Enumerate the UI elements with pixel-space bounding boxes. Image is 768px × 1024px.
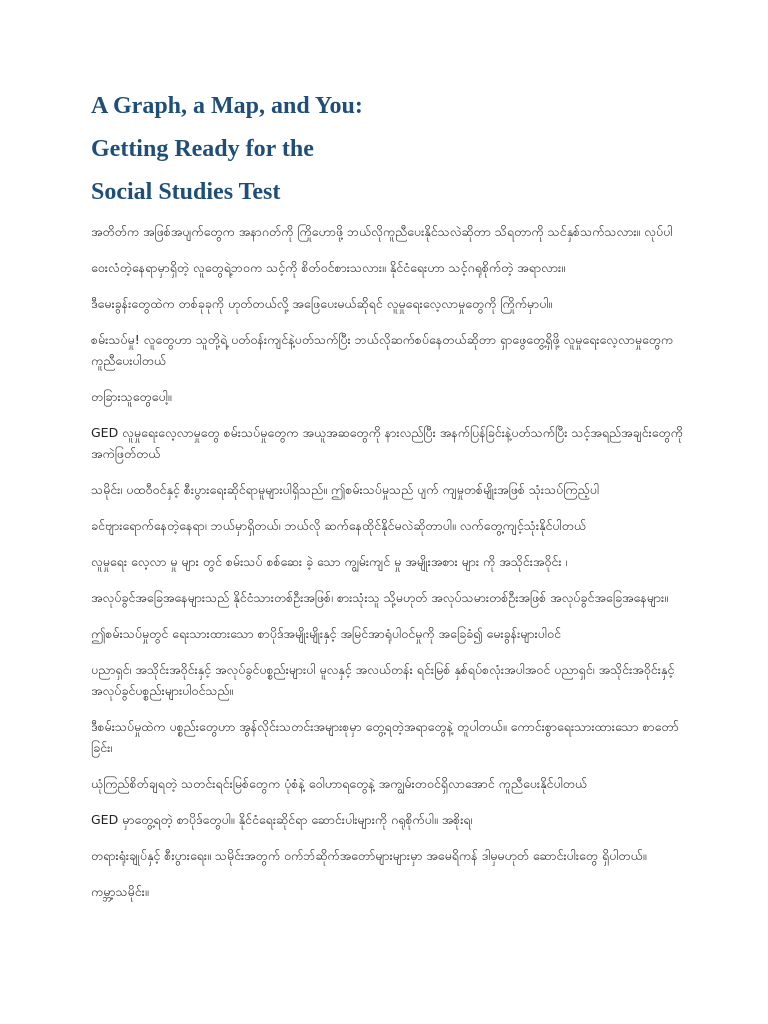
paragraph-7: သမိုင်း၊ ပထဝီဝင်နှင့် စီးပွားရေးဆိုင်ရာမူများပါရှိသည်။ ဤစမ်းသပ်မှုသည် ပျက် ကျမှုတစ်မျိုးအဖြစ် သုံးသပ်ကြည့်ပါ bbox=[91, 482, 600, 497]
paragraph-5: တခြားသူတွေပေါ့။ bbox=[91, 389, 172, 404]
paragraph-17: ကမ္ဘာ့သမိုင်း။ bbox=[91, 884, 149, 899]
title-line-1: A Graph, a Map, and You: bbox=[91, 93, 363, 119]
paragraph-16: တရားရုံးချုပ်နှင့် စီးပွားရေး။ သမိုင်းအတွက် ဝက်ဘ်ဆိုက်အတော်များများမှာ အမေရိကန် ဒါမှမဟုတ် ဆောင်းပါးတွေ ရှိပါတယ်။ bbox=[91, 848, 647, 863]
paragraph-15: GED မှာတွေ့ရတဲ့ စာပိုဒ်တွေပါ။ နိုင်ငံရေးဆိုင်ရာ ဆောင်းပါးများကို ဂရုစိုက်ပါ။ အစိုးရ၊ bbox=[91, 812, 473, 827]
title-line-2: Getting Ready for the bbox=[91, 136, 314, 162]
paragraph-12: ပညာရှင်၊ အသိုင်းအဝိုင်းနှင့် အလုပ်ခွင်ပစ္စည်းများပါ မူလနှင့် အလယ်တန်း ရင်းမြစ် နှစ်ရပ်စလုံးအပါအဝင် ပညာရှင်၊ အသိုင်းအဝိုင်းနှင့် အလုပ်ခွင်ပစ္စည်းများပါဝင်သည်။ bbox=[91, 662, 675, 698]
paragraph-14: ယုံကြည်စိတ်ချရတဲ့ သတင်းရင်းမြစ်တွေက ပုံစံနဲ့ ဝေါဟာရတွေနဲ့ အကျွမ်းတဝင်ရှိလာအောင် ကူညီပေးနိုင်ပါတယ် bbox=[91, 776, 588, 791]
title-line-3: Social Studies Test bbox=[91, 179, 281, 205]
paragraph-1: အတိတ်က အဖြစ်အပျက်တွေက အနာဂတ်ကို ကြိုဟောဖို့ ဘယ်လိုကူညီပေးနိုင်သလဲဆိုတာ သိရတာကို သင်နှစ်သက်သလား။ လုပ်ပါ bbox=[91, 224, 673, 239]
paragraph-11: ဤစမ်းသပ်မှုတွင် ရေးသားထားသော စာပိုဒ်အမျိုးမျိုးနှင့် အမြင်အာရုံပါဝင်မှုကို အခြေခံ၍ မေးခွန်းများပါဝင် bbox=[91, 626, 561, 641]
paragraph-13: ဒီစမ်းသပ်မှုထဲက ပစ္စည်းတွေဟာ အွန်လိုင်းသတင်းအများစုမှာ တွေ့ရတဲ့အရာတွေနဲ့ တူပါတယ်။ ကောင်းစွာရေးသားထားသော စာတော်ခြင်း၊ bbox=[91, 719, 679, 755]
paragraph-3: ဒီမေးခွန်းတွေထဲက တစ်ခုခုကို ဟုတ်တယ်လို့ အဖြေပေးမယ်ဆိုရင် လူမှုရေးလေ့လာမှုတွေကို ကြိုက်မှာပါ။ bbox=[91, 296, 553, 311]
paragraph-9: လူမှုရေး လေ့လာ မှု များ တွင် စမ်းသပ် စစ်ဆေး ခဲ့ သော ကျွမ်းကျင် မှု အမျိုးအစား များ ကို အသိုင်းအဝိုင်း ၊ bbox=[91, 554, 568, 569]
paragraph-4: စမ်းသပ်မှု! လူတွေဟာ သူတို့ရဲ့ ပတ်ဝန်းကျင်နဲ့ပတ်သက်ပြီး ဘယ်လိုဆက်စပ်နေတယ်ဆိုတာ ရှာဖွေတွေ့ရှိဖို့ လူမှုရေးလေ့လာမှုတွေက ကူညီပေးပါတယ် bbox=[91, 332, 674, 368]
document-title bbox=[91, 92, 688, 206]
paragraph-10: အလုပ်ခွင်အခြေအနေများသည် နိုင်ငံသားတစ်ဦးအဖြစ်၊ စားသုံးသူ သို့မဟုတ် အလုပ်သမားတစ်ဦးအဖြစ် အလုပ်ခွင်အခြေအနေများ။ bbox=[91, 590, 668, 605]
paragraph-6: GED လူမှုရေးလေ့လာမှုတွေ စမ်းသပ်မှုတွေက အယူအဆတွေကို နားလည်ပြီး အနက်ပြန်ခြင်းနဲ့ပတ်သက်ပြီး သင့်အရည်အချင်းတွေကို အကဲဖြတ်တယ် bbox=[91, 425, 683, 461]
paragraph-2: ဝေးလံတဲ့နေရာမှာရှိတဲ့ လူတွေရဲ့ဘဝက သင့်ကို စိတ်ဝင်စားသလား။ နိုင်ငံရေးဟာ သင့်ဂရုစိုက်တဲ့ အရာလား။ bbox=[91, 260, 565, 275]
paragraph-8: ခင်ဗျားရောက်နေတဲ့နေရာ၊ ဘယ်မှာရှိတယ်၊ ဘယ်လို ဆက်နေထိုင်နိုင်မလဲဆိုတာပါ။ လက်တွေ့ကျင့်သုံးနိုင်ပါတယ် bbox=[91, 518, 587, 533]
